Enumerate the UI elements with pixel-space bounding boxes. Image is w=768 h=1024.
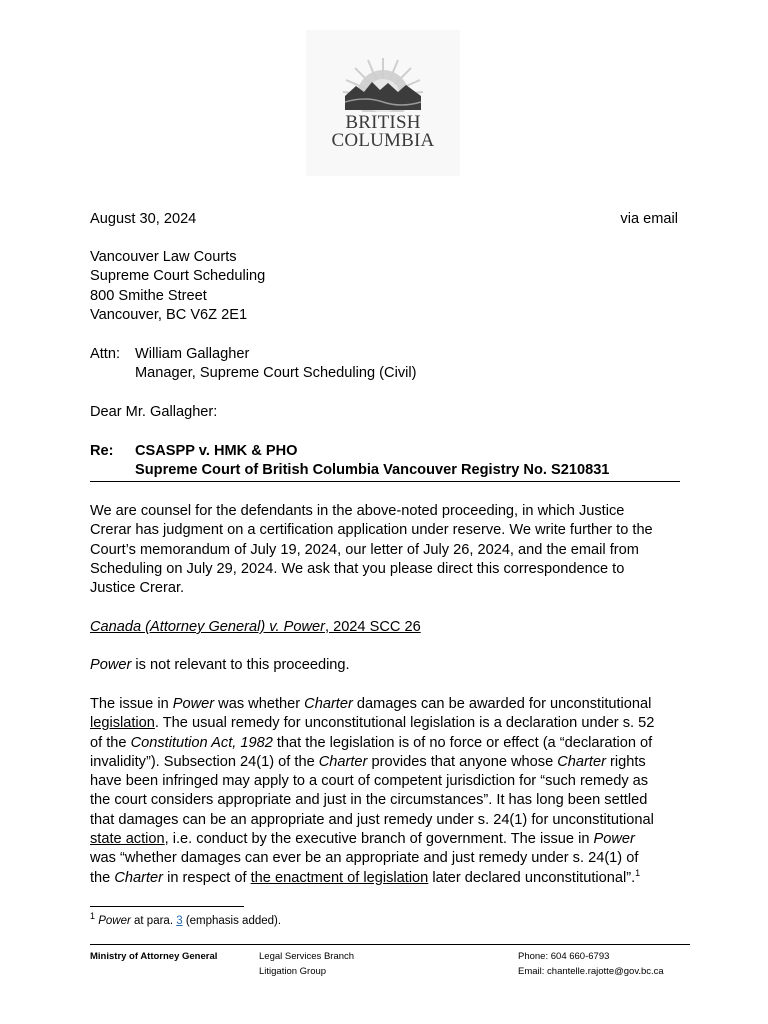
underlined-text: legislation — [90, 715, 155, 732]
address-line: Vancouver, BC V6Z 2E1 — [90, 306, 248, 323]
footnote-case: Power — [98, 915, 131, 927]
footer-contact — [518, 949, 664, 979]
paragraph-issue — [90, 695, 682, 888]
italic-text: Charter — [557, 753, 606, 770]
paragraph-line: Justice Crerar. — [90, 580, 185, 597]
attn-title: Manager, Supreme Court Scheduling (Civil) — [135, 365, 417, 382]
footnote — [90, 911, 282, 927]
text: was whether — [214, 696, 305, 712]
underlined-text: state action — [90, 831, 165, 848]
footer-branch — [259, 949, 354, 979]
italic-text: Charter — [318, 753, 368, 770]
letter-date: August 30, 2024 — [90, 211, 197, 227]
footer-divider — [90, 944, 690, 945]
logo-text-line1: BRITISH — [345, 112, 421, 133]
text: invalidity”). Subsection 24(1) of the — [90, 753, 319, 770]
paragraph-line: Court’s memorandum of July 19, 2024, our letter of July 26, 2024, and the email from — [90, 541, 639, 558]
subject-case-name: CSASPP v. HMK & PHO — [135, 443, 298, 459]
paragraph-line: Crerar has judgment on a certification application under reserve. We write further to the — [90, 522, 653, 539]
case-short-name: Power — [90, 657, 132, 673]
paragraph-line — [90, 753, 682, 772]
footer-email[interactable]: Email: chantelle.rajotte@gov.bc.ca — [518, 966, 664, 977]
delivery-method: via email — [620, 211, 678, 227]
salutation: Dear Mr. Gallagher: — [90, 404, 218, 420]
address-line: Vancouver Law Courts — [90, 249, 237, 265]
italic-text: Power — [593, 831, 635, 848]
case-name: Canada (Attorney General) v. Power — [90, 619, 325, 635]
italic-text: Power — [172, 696, 215, 712]
footer-phone: Phone: 604 660-6793 — [518, 951, 610, 962]
footnote-text: (emphasis added). — [182, 915, 282, 927]
footnote-text: at para. — [130, 915, 177, 927]
text: damages can be awarded for unconstitutional — [352, 696, 652, 712]
paragraph-line — [90, 869, 682, 888]
paragraph-line — [90, 695, 682, 714]
attn-label: Attn: — [90, 346, 121, 362]
underlined-text: the enactment of legislation — [250, 869, 429, 886]
paragraph-line: the court considers appropriate and just in the circumstances”. It has long been settled — [90, 792, 648, 809]
text: . The usual remedy for unconstitutional legislation is a declaration under s. 52 — [154, 715, 655, 732]
footnote-reference[interactable]: 1 — [635, 867, 641, 878]
re-label: Re: — [90, 443, 114, 459]
paragraph-line: have been infringed may apply to a court of competent jurisdiction for “such remedy as — [90, 773, 649, 790]
paragraph-intro — [90, 502, 682, 598]
text: provides that anyone whose — [367, 753, 558, 770]
text: later declared unconstitutional”. — [428, 869, 636, 886]
bc-logo-sun-icon — [340, 52, 426, 112]
recipient-address — [90, 248, 265, 325]
attn-name: William Gallagher — [135, 346, 250, 362]
italic-text: Constitution Act, 1982 — [130, 734, 273, 751]
subject-divider — [90, 481, 680, 482]
text: rights — [605, 753, 646, 770]
italic-text: Charter — [114, 869, 164, 886]
paragraph-line — [90, 830, 682, 849]
footnote-divider — [90, 906, 244, 907]
text: of the — [90, 734, 131, 751]
paragraph-line: was “whether damages can ever be an appropriate and just remedy under s. 24(1) of — [90, 850, 639, 867]
paragraph-text: is not relevant to this proceeding. — [131, 657, 350, 673]
paragraph-line — [90, 734, 682, 753]
footer-branch-line: Litigation Group — [259, 966, 327, 977]
paragraph-relevance — [90, 656, 682, 675]
paragraph-line: Scheduling on July 29, 2024. We ask that you please direct this correspondence to — [90, 560, 625, 577]
footer-branch-line: Legal Services Branch — [259, 951, 355, 962]
address-line: 800 Smithe Street — [90, 287, 207, 304]
text: , i.e. conduct by the executive branch of government. The issue in — [164, 831, 594, 848]
text: the — [90, 869, 115, 886]
case-citation: , 2024 SCC 26 — [324, 619, 421, 635]
text: in respect of — [163, 869, 251, 886]
italic-text: Charter — [304, 696, 353, 712]
text: The issue in — [90, 696, 173, 712]
footnote-number: 1 — [90, 911, 96, 922]
logo-text-line2: COLUMBIA — [331, 130, 435, 151]
section-heading — [90, 618, 421, 637]
paragraph-line — [90, 714, 682, 733]
paragraph-line: that damages can be an appropriate and just remedy under s. 24(1) for unconstitutional — [90, 811, 654, 828]
text: that the legislation is of no force or effect (a “declaration of — [272, 734, 653, 751]
paragraph-line: We are counsel for the defendants in the above-noted proceeding, in which Justice — [90, 503, 625, 519]
footnote-link[interactable]: 3 — [176, 915, 183, 927]
subject-registry: Supreme Court of British Columbia Vancouver Registry No. S210831 — [135, 462, 610, 479]
address-line: Supreme Court Scheduling — [90, 268, 266, 285]
footer-ministry: Ministry of Attorney General — [90, 951, 218, 962]
